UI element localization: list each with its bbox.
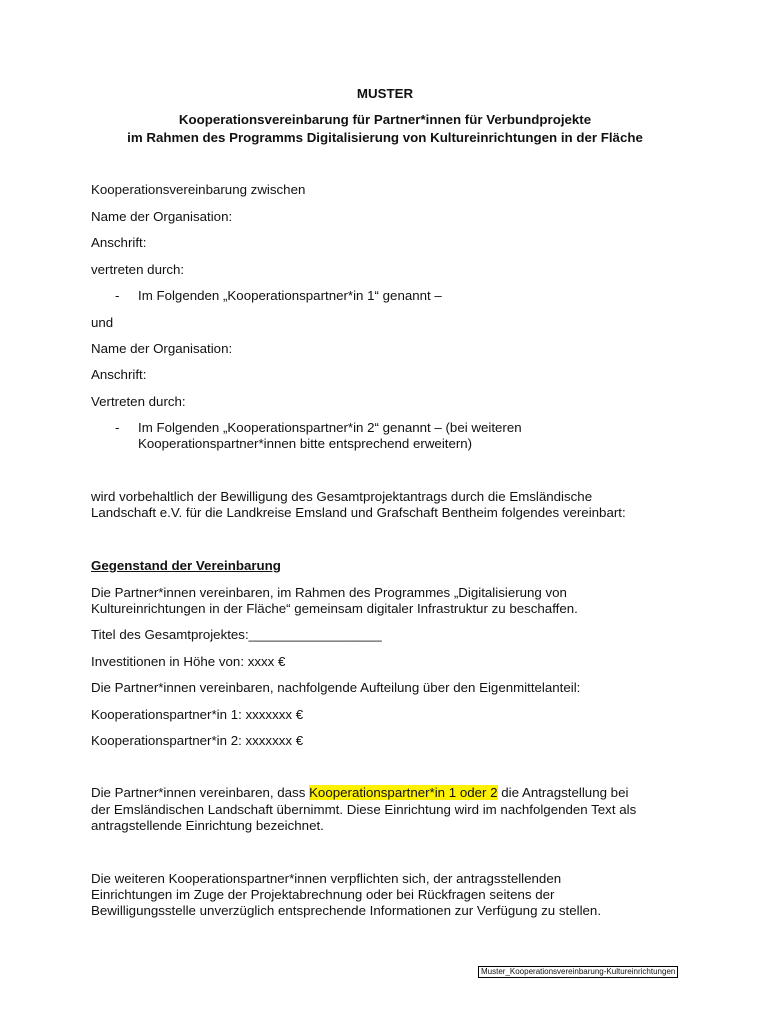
project-title-field: Titel des Gesamtprojektes:__________________ <box>91 627 382 642</box>
application-line-1 <box>91 785 628 800</box>
und-text: und <box>91 315 114 330</box>
subject-paragraph-line-1: Die Partner*innen vereinbaren, im Rahmen des Programmes „Digitalisierung von <box>91 585 567 600</box>
highlighted-partner-choice: Kooperationspartner*in 1 oder 2 <box>309 785 498 800</box>
party1-note: Im Folgenden „Kooperationspartner*in 1“ genannt – <box>138 288 442 303</box>
party2-address-label: Anschrift: <box>91 367 147 382</box>
obligations-line-2: Einrichtungen im Zuge der Projektabrechnung oder bei Rückfragen seitens der <box>91 887 555 902</box>
party1-dash: - <box>115 288 120 303</box>
title-line-2: im Rahmen des Programms Digitalisierung von Kultureinrichtungen in der Fläche <box>127 130 643 145</box>
footer-document-label: Muster_Kooperationsvereinbarung-Kultureinrichtungen <box>478 966 678 978</box>
title-line-1: Kooperationsvereinbarung für Partner*innen für Verbundprojekte <box>178 112 592 127</box>
obligations-line-1: Die weiteren Kooperationspartner*innen verpflichten sich, der antragsstellenden <box>91 871 562 886</box>
partner1-share: Kooperationspartner*in 1: xxxxxxx € <box>91 707 304 722</box>
subject-paragraph-line-2: Kultureinrichtungen in der Fläche“ gemeinsam digitaler Infrastruktur zu beschaffen. <box>91 601 578 616</box>
party2-represented-label: Vertreten durch: <box>91 394 186 409</box>
agreement-line-2: Landschaft e.V. für die Landkreise Emsland und Grafschaft Bentheim folgendes vereinbart: <box>91 505 626 520</box>
party1-org-label: Name der Organisation: <box>91 209 233 224</box>
agreement-line-1: wird vorbehaltlich der Bewilligung des Gesamtprojektantrags durch die Emsländische <box>91 489 593 504</box>
party1-address-label: Anschrift: <box>91 235 147 250</box>
application-line-1-pre: Die Partner*innen vereinbaren, dass <box>91 785 310 800</box>
party2-note-line-2: Kooperationspartner*innen bitte entsprechend erweitern) <box>138 436 473 451</box>
party2-dash: - <box>115 420 120 435</box>
party2-org-label: Name der Organisation: <box>91 341 233 356</box>
muster-heading: MUSTER <box>356 86 414 101</box>
subject-heading: Gegenstand der Vereinbarung <box>91 558 281 573</box>
application-line-2: der Emsländischen Landschaft übernimmt. Diese Einrichtung wird im nachfolgenden Text als <box>91 802 637 817</box>
obligations-line-3: Bewilligungsstelle unverzüglich entsprechende Informationen zur Verfügung zu stellen. <box>91 903 602 918</box>
application-line-1-post: die Antragstellung bei <box>497 785 629 800</box>
parties-intro: Kooperationsvereinbarung zwischen <box>91 182 306 197</box>
investment-field: Investitionen in Höhe von: xxxx € <box>91 654 286 669</box>
allocation-text: Die Partner*innen vereinbaren, nachfolgende Aufteilung über den Eigenmittelanteil: <box>91 680 581 695</box>
application-line-3: antragstellende Einrichtung bezeichnet. <box>91 818 324 833</box>
party1-represented-label: vertreten durch: <box>91 262 185 277</box>
party2-note-line-1: Im Folgenden „Kooperationspartner*in 2“ genannt – (bei weiteren <box>138 420 522 435</box>
partner2-share: Kooperationspartner*in 2: xxxxxxx € <box>91 733 304 748</box>
